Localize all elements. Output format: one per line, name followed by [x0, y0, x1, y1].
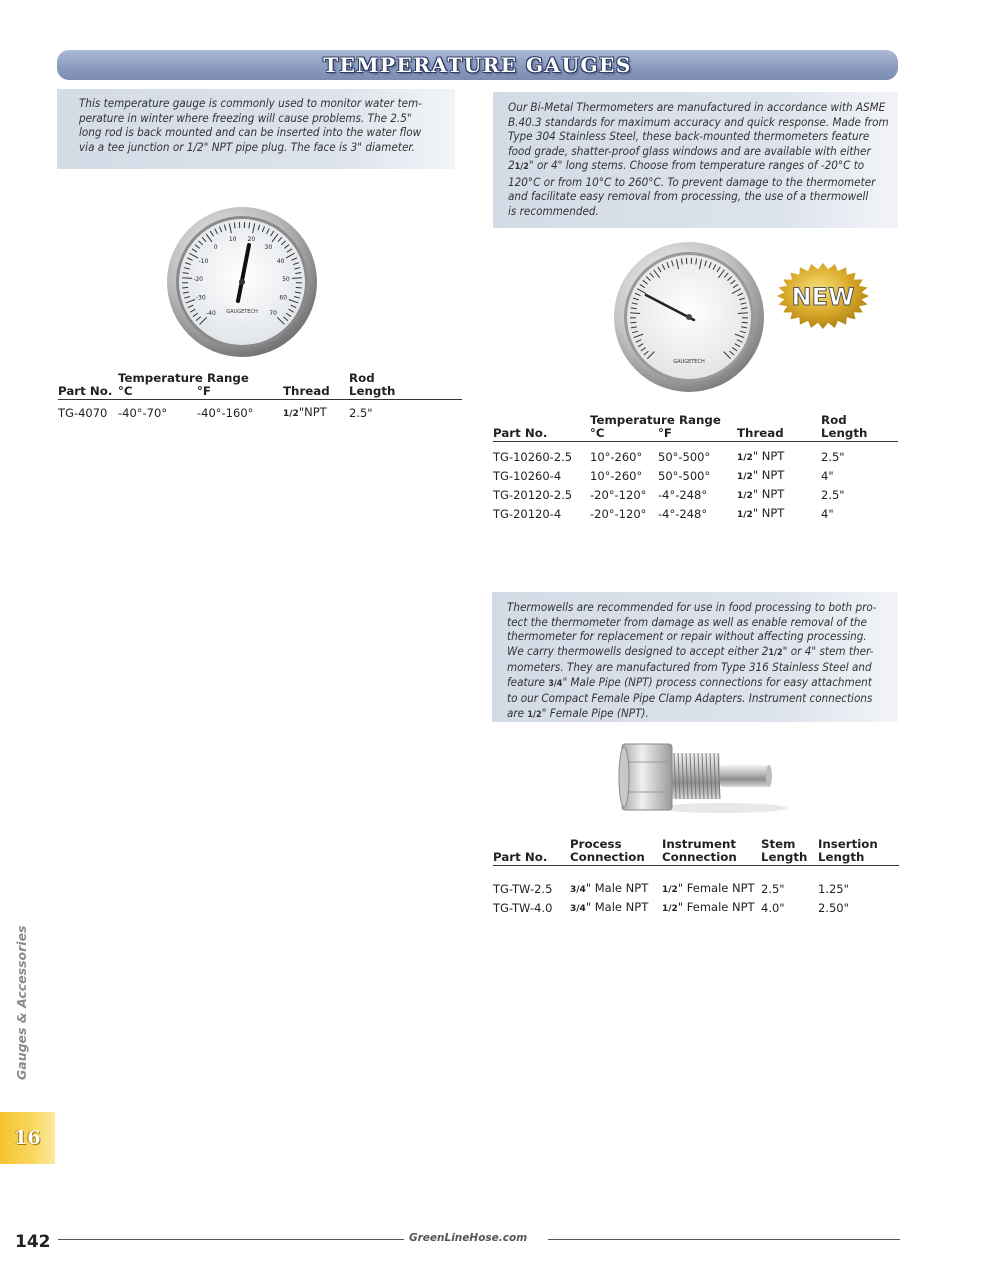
- cell-part: TG-20120-2.5: [493, 487, 573, 502]
- cell-insertion: 2.50": [818, 900, 849, 915]
- thermowell-description: [492, 592, 898, 722]
- cell-instrument: 1/2" Female NPT: [662, 880, 755, 895]
- cell-insertion: 1.25": [818, 881, 849, 896]
- table-row: [493, 448, 898, 467]
- cell-thread: 1/2" NPT: [737, 467, 785, 482]
- col-f: °F: [197, 384, 211, 398]
- title-bar: [57, 50, 898, 80]
- cell-c: 10°-260°: [590, 468, 643, 483]
- cell-rod: 4": [821, 506, 834, 521]
- gauge-scale-label: -40: [205, 310, 216, 318]
- cell-rod: 2.5": [821, 487, 845, 502]
- desc-line: food grade, shatter-proof glass windows and are available with either: [508, 143, 871, 158]
- gauge-scale-label: 50: [282, 275, 290, 283]
- col-rod: Rod: [349, 371, 375, 385]
- gauge-scale-label: -20: [193, 275, 204, 283]
- cell-rod: 2.5": [349, 405, 373, 420]
- col-part-no: Part No.: [58, 384, 113, 398]
- cell-c: -20°-120°: [590, 506, 647, 521]
- desc-line: feature 3/4" Male Pipe (NPT) process connections for easy attachment: [507, 674, 872, 689]
- desc-line: 120°C or from 10°C to 260°C. To prevent damage to the thermometer: [508, 174, 876, 189]
- col-rod: Rod: [821, 413, 847, 427]
- col-temp-range: Temperature Range: [590, 413, 721, 427]
- col-instrument-connection: Connection: [662, 850, 737, 864]
- cell-part: TG-TW-2.5: [493, 881, 553, 896]
- col-length: Length: [821, 426, 868, 440]
- col-process: Process: [570, 837, 622, 851]
- gauge-image-tg4070: [165, 205, 320, 360]
- cell-f: -4°-248°: [658, 506, 708, 521]
- gauge-scale-label: -30: [195, 294, 206, 302]
- gauge-image-bimetal: [612, 240, 767, 395]
- spec-table-thermowell: [493, 838, 899, 918]
- desc-line: is recommended.: [508, 203, 599, 218]
- col-stem-length: Length: [761, 850, 808, 864]
- table-row: [493, 899, 899, 918]
- cell-process: 3/4" Male NPT: [570, 880, 649, 895]
- col-part-no: Part No.: [493, 426, 548, 440]
- cell-process: 3/4" Male NPT: [570, 899, 649, 914]
- col-length: Length: [349, 384, 396, 398]
- desc-line: mometers. They are manufactured from Type 316 Stainless Steel and: [507, 660, 872, 674]
- footer-url: GreenLineHose.com: [409, 1232, 528, 1244]
- gauge-scale-label: 30: [264, 243, 273, 251]
- section-side-label: Gauges & Accessories: [14, 925, 29, 1080]
- page-number: 142: [15, 1232, 51, 1252]
- col-c: °C: [590, 426, 605, 440]
- gauge-scale-label: 60: [279, 294, 288, 302]
- new-badge: [776, 262, 870, 330]
- cell-thread: 1/2" NPT: [737, 448, 785, 463]
- cell-stem: 4.0": [761, 900, 785, 915]
- cell-f: -40°-160°: [197, 405, 254, 420]
- desc-line: Our Bi-Metal Thermometers are manufactured in accordance with ASME: [508, 100, 886, 114]
- desc-line: 21/2" or 4" long stems. Choose from temperature ranges of -20°C to: [508, 158, 865, 172]
- footer-rule-left: [58, 1239, 404, 1240]
- cell-f: 50°-500°: [658, 468, 711, 483]
- table-row: [58, 404, 462, 423]
- col-thread: Thread: [737, 426, 784, 440]
- gauge-scale-label: 70: [269, 310, 277, 318]
- gauge-scale-label: 0: [213, 243, 218, 251]
- gauge-description-text: This temperature gauge is commonly used to monitor water tem- perature in winter where freezing will cause problems. The 2.5" long rod is back mounted and can be inserted into the water flow via a tee junction or 1/2" NPT pipe plug. The face is 3" diameter.: [79, 96, 422, 154]
- col-thread: Thread: [283, 384, 330, 398]
- cell-part: TG-4070: [58, 405, 108, 420]
- col-process-connection: Connection: [570, 850, 645, 864]
- gauge-brand: GAUGETECH: [673, 359, 705, 365]
- cell-c: -40°-70°: [118, 405, 168, 420]
- table-row: [493, 880, 899, 899]
- gauge-scale-label: 20: [247, 236, 256, 244]
- chapter-tab: [0, 1112, 55, 1164]
- cell-thread: 1/2" NPT: [737, 486, 785, 501]
- col-part-no: Part No.: [493, 850, 548, 864]
- cell-c: -20°-120°: [590, 487, 647, 502]
- col-instrument: Instrument: [662, 837, 736, 851]
- cell-part: TG-20120-4: [493, 506, 562, 521]
- desc-line: to our Compact Female Pipe Clamp Adapters. Instrument connections: [507, 691, 873, 705]
- desc-line: B.40.3 standards for maximum accuracy and quick response. Made from: [508, 114, 889, 129]
- cell-thread: 1/2" NPT: [737, 505, 785, 520]
- cell-c: 10°-260°: [590, 449, 643, 464]
- col-c: °C: [118, 384, 133, 398]
- table-row: [493, 505, 898, 524]
- table-row: [493, 486, 898, 505]
- col-f: °F: [658, 426, 672, 440]
- chapter-number: 16: [14, 1127, 41, 1149]
- desc-line: and facilitate easy removal from processing, the use of a thermowell: [508, 189, 869, 203]
- cell-f: -4°-248°: [658, 487, 708, 502]
- desc-line: We carry thermowells designed to accept either 21/2" or 4" stem ther-: [507, 643, 874, 658]
- desc-line: thermometer for replacement or repair without affecting processing.: [507, 629, 867, 643]
- cell-f: 50°-500°: [658, 449, 711, 464]
- desc-line: Thermowells are recommended for use in food processing to both pro-: [507, 600, 877, 614]
- col-stem: Stem: [761, 837, 796, 851]
- gauge-scale-label: 40: [276, 257, 285, 265]
- col-temp-range: Temperature Range: [118, 371, 249, 385]
- bimetal-description: [493, 92, 898, 228]
- desc-line: tect the thermometer from damage as well as enable removal of the: [507, 614, 867, 629]
- cell-part: TG-TW-4.0: [493, 900, 553, 915]
- gauge-scale-label: -10: [198, 257, 209, 265]
- desc-line: are 1/2" Female Pipe (NPT).: [507, 705, 649, 720]
- table-row: [493, 467, 898, 486]
- page-title: TEMPERATURE GAUGES: [323, 53, 632, 77]
- gauge-description: [57, 89, 455, 169]
- new-badge-text: NEW: [791, 283, 855, 311]
- gauge-scale-label: 10: [228, 236, 237, 244]
- col-insertion: Insertion: [818, 837, 878, 851]
- cell-thread: 1/2"NPT: [283, 404, 327, 419]
- col-insertion-length: Length: [818, 850, 865, 864]
- desc-line: Type 304 Stainless Steel, these back-mounted thermometers feature: [508, 129, 870, 143]
- spec-table-tg4070: [58, 372, 462, 423]
- cell-part: TG-10260-4: [493, 468, 562, 483]
- cell-rod: 4": [821, 468, 834, 483]
- spec-table-bimetal: [493, 414, 898, 524]
- footer-rule-right: [548, 1239, 900, 1240]
- cell-rod: 2.5": [821, 449, 845, 464]
- cell-part: TG-10260-2.5: [493, 449, 573, 464]
- cell-stem: 2.5": [761, 881, 785, 896]
- thermowell-image: [612, 738, 792, 816]
- cell-instrument: 1/2" Female NPT: [662, 899, 755, 914]
- gauge-brand: GAUGETECH: [226, 309, 258, 315]
